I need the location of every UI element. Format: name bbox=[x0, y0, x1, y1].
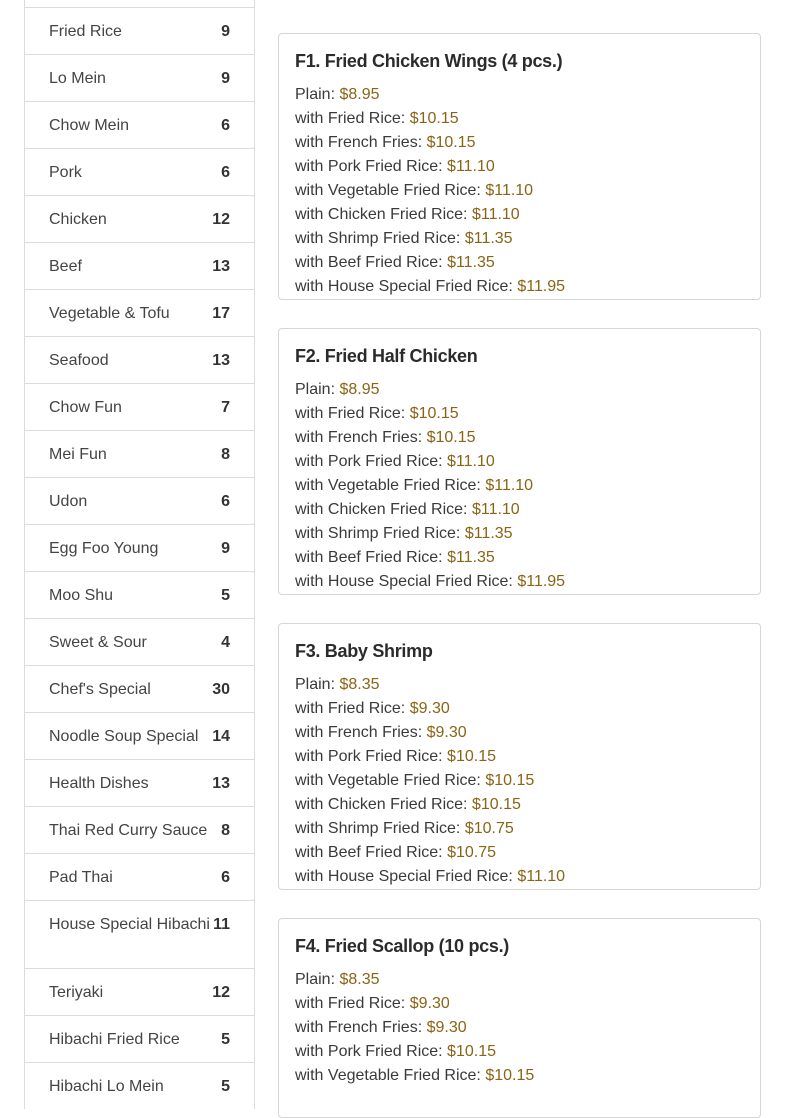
price-option bbox=[295, 570, 744, 594]
option-price: $10.15 bbox=[485, 772, 535, 789]
option-price: $11.10 bbox=[485, 477, 534, 494]
option-label: Plain: bbox=[295, 86, 336, 103]
option-label: Plain: bbox=[295, 381, 336, 398]
option-label: with Vegetable Fried Rice: bbox=[295, 477, 481, 494]
option-label: with Shrimp Fried Rice: bbox=[295, 525, 461, 542]
price-option bbox=[295, 131, 744, 155]
price-option bbox=[295, 1064, 744, 1088]
option-price: $9.30 bbox=[426, 1019, 467, 1036]
sidebar-item-udon[interactable] bbox=[25, 477, 254, 524]
sidebar-item-label: Moo Shu bbox=[49, 587, 114, 604]
option-price: $11.35 bbox=[447, 549, 495, 566]
sidebar-item-pork[interactable] bbox=[25, 148, 254, 195]
sidebar-item-sweet-sour[interactable] bbox=[25, 618, 254, 665]
price-option bbox=[295, 450, 744, 474]
price-option bbox=[295, 1040, 744, 1064]
sidebar-item-label: Chef's Special bbox=[49, 681, 151, 698]
menu-item-card[interactable] bbox=[278, 328, 761, 595]
option-label: with Shrimp Fried Rice: bbox=[295, 230, 461, 247]
price-option bbox=[295, 474, 744, 498]
sidebar-item-count: 17 bbox=[212, 305, 230, 322]
option-price: $9.30 bbox=[409, 995, 450, 1012]
option-label: with Shrimp Fried Rice: bbox=[295, 820, 461, 837]
sidebar-item-count: 11 bbox=[213, 916, 230, 933]
option-label: with Pork Fried Rice: bbox=[295, 158, 443, 175]
option-price: $11.10 bbox=[471, 501, 520, 518]
sidebar-item-count: 4 bbox=[221, 634, 230, 651]
option-price: $11.10 bbox=[471, 206, 520, 223]
sidebar-item-chow-mein[interactable] bbox=[25, 101, 254, 148]
sidebar-item-count: 8 bbox=[221, 446, 230, 463]
sidebar-item-count: 13 bbox=[212, 258, 230, 275]
option-price: $11.95 bbox=[517, 278, 566, 295]
option-label: with House Special Fried Rice: bbox=[295, 868, 513, 885]
option-label: with House Special Fried Rice: bbox=[295, 278, 513, 295]
sidebar-item-count: 9 bbox=[221, 23, 230, 40]
option-price: $8.95 bbox=[339, 86, 380, 103]
option-label: with Chicken Fried Rice: bbox=[295, 206, 468, 223]
sidebar-item-count: 14 bbox=[212, 728, 230, 745]
menu-item-title: F2. Fried Half Chicken bbox=[295, 346, 478, 366]
sidebar-item-count: 9 bbox=[221, 70, 230, 87]
price-option bbox=[295, 673, 744, 697]
option-price: $10.15 bbox=[426, 134, 476, 151]
option-price: $11.35 bbox=[447, 254, 495, 271]
price-option bbox=[295, 546, 744, 570]
sidebar-item-vegetable-tofu[interactable] bbox=[25, 289, 254, 336]
option-label: Plain: bbox=[295, 676, 336, 693]
sidebar-item-fried-special[interactable] bbox=[25, 0, 254, 7]
menu-item-title: F3. Baby Shrimp bbox=[295, 641, 433, 661]
sidebar-item-count: 6 bbox=[221, 164, 230, 181]
option-label: with Chicken Fried Rice: bbox=[295, 501, 468, 518]
option-price: $9.30 bbox=[409, 700, 450, 717]
price-option bbox=[295, 107, 744, 131]
sidebar-item-label: Pork bbox=[49, 164, 82, 181]
option-price: $10.75 bbox=[464, 820, 514, 837]
option-label: with Fried Rice: bbox=[295, 700, 406, 717]
sidebar-item-pad-thai[interactable] bbox=[25, 853, 254, 900]
option-label: with Vegetable Fried Rice: bbox=[295, 1067, 481, 1084]
option-price: $10.15 bbox=[471, 796, 521, 813]
option-price: $10.15 bbox=[409, 110, 459, 127]
option-price: $11.10 bbox=[447, 158, 495, 175]
option-price: $10.15 bbox=[426, 429, 476, 446]
menu-item-title: F1. Fried Chicken Wings (4 pcs.) bbox=[295, 51, 563, 71]
option-price: $11.95 bbox=[517, 573, 566, 590]
sidebar-item-count: 9 bbox=[221, 540, 230, 557]
price-option bbox=[295, 793, 744, 817]
sidebar-item-fried-rice[interactable] bbox=[25, 7, 254, 54]
sidebar-item-count: 5 bbox=[221, 1078, 230, 1095]
option-price: $10.15 bbox=[447, 1043, 496, 1060]
sidebar-item-label: House Special Hibachi bbox=[49, 916, 210, 933]
option-price: $9.30 bbox=[426, 724, 467, 741]
price-option bbox=[295, 179, 744, 203]
option-price: $10.75 bbox=[447, 844, 496, 861]
price-option bbox=[295, 155, 744, 179]
price-option bbox=[295, 378, 744, 402]
option-label: with French Fries: bbox=[295, 1019, 423, 1036]
sidebar-item-label: Egg Foo Young bbox=[49, 540, 159, 557]
sidebar-item-teriyaki[interactable] bbox=[25, 968, 254, 1015]
option-label: with Pork Fried Rice: bbox=[295, 1043, 443, 1060]
option-label: with French Fries: bbox=[295, 429, 423, 446]
option-label: with Vegetable Fried Rice: bbox=[295, 772, 481, 789]
price-option bbox=[295, 203, 744, 227]
category-sidebar bbox=[24, 0, 255, 1109]
option-price: $11.10 bbox=[517, 868, 566, 885]
sidebar-item-label: Sweet & Sour bbox=[49, 634, 147, 651]
option-price: $11.10 bbox=[485, 182, 534, 199]
sidebar-item-moo-shu[interactable] bbox=[25, 571, 254, 618]
sidebar-item-label: Fried Rice bbox=[49, 23, 122, 40]
option-price: $10.15 bbox=[485, 1067, 535, 1084]
sidebar-item-thai-red-curry-sauce[interactable] bbox=[25, 806, 254, 853]
sidebar-item-count: 5 bbox=[221, 1031, 230, 1048]
price-option bbox=[295, 83, 744, 107]
menu-item-card[interactable] bbox=[278, 33, 761, 300]
sidebar-item-label: Udon bbox=[49, 493, 88, 510]
option-label: with Pork Fried Rice: bbox=[295, 748, 443, 765]
menu-item-card[interactable] bbox=[278, 623, 761, 890]
sidebar-item-label: Noodle Soup Special bbox=[49, 728, 199, 745]
option-label: with Vegetable Fried Rice: bbox=[295, 182, 481, 199]
option-label: with French Fries: bbox=[295, 724, 423, 741]
option-label: with Beef Fried Rice: bbox=[295, 844, 443, 861]
price-option bbox=[295, 251, 744, 275]
sidebar-item-label: Chow Mein bbox=[49, 117, 130, 134]
sidebar-item-label: Seafood bbox=[49, 352, 109, 369]
price-option bbox=[295, 498, 744, 522]
sidebar-item-label: Beef bbox=[49, 258, 82, 275]
option-price: $8.95 bbox=[339, 381, 380, 398]
option-price: $10.15 bbox=[409, 405, 459, 422]
price-option bbox=[295, 275, 744, 299]
price-option bbox=[295, 1016, 744, 1040]
price-option bbox=[295, 721, 744, 745]
sidebar-item-chicken[interactable] bbox=[25, 195, 254, 242]
sidebar-item-house-special-hibachi[interactable] bbox=[25, 900, 254, 968]
price-option bbox=[295, 227, 744, 251]
sidebar-item-count: 6 bbox=[221, 117, 230, 134]
option-label: with Fried Rice: bbox=[295, 995, 406, 1012]
sidebar-item-count: 6 bbox=[221, 869, 230, 886]
sidebar-item-egg-foo-young[interactable] bbox=[25, 524, 254, 571]
price-option bbox=[295, 769, 744, 793]
option-price: $11.35 bbox=[464, 230, 513, 247]
price-option bbox=[295, 402, 744, 426]
sidebar-item-hibachi-lo-mein[interactable] bbox=[25, 1062, 254, 1109]
option-label: with Beef Fried Rice: bbox=[295, 254, 443, 271]
sidebar-item-label: Vegetable & Tofu bbox=[49, 305, 170, 322]
sidebar-item-beef[interactable] bbox=[25, 242, 254, 289]
sidebar-item-noodle-soup-special[interactable] bbox=[25, 712, 254, 759]
price-option bbox=[295, 697, 744, 721]
sidebar-item-count: 12 bbox=[212, 984, 230, 1001]
sidebar-item-health-dishes[interactable] bbox=[25, 759, 254, 806]
sidebar-item-count: 7 bbox=[221, 399, 230, 416]
sidebar-item-seafood[interactable] bbox=[25, 336, 254, 383]
price-option bbox=[295, 426, 744, 450]
menu-item-title: F4. Fried Scallop (10 pcs.) bbox=[295, 936, 509, 956]
price-option bbox=[295, 968, 744, 992]
sidebar-item-label: Teriyaki bbox=[49, 984, 104, 1001]
sidebar-item-count: 13 bbox=[212, 775, 230, 792]
sidebar-item-label: Chow Fun bbox=[49, 399, 122, 416]
option-label: with Fried Rice: bbox=[295, 405, 406, 422]
option-label: with Pork Fried Rice: bbox=[295, 453, 443, 470]
option-price: $10.15 bbox=[447, 748, 496, 765]
sidebar-item-count: 8 bbox=[221, 822, 230, 839]
price-option bbox=[295, 865, 744, 889]
sidebar-item-count: 5 bbox=[221, 587, 230, 604]
sidebar-item-count: 6 bbox=[221, 493, 230, 510]
sidebar-item-label: Thai Red Curry Sauce bbox=[49, 822, 208, 839]
sidebar-item-count: 12 bbox=[212, 211, 230, 228]
option-label: with Fried Rice: bbox=[295, 110, 406, 127]
price-option bbox=[295, 841, 744, 865]
sidebar-item-chow-fun[interactable] bbox=[25, 383, 254, 430]
sidebar-item-hibachi-fried-rice[interactable] bbox=[25, 1015, 254, 1062]
option-price: $8.35 bbox=[339, 971, 380, 988]
sidebar-item-chefs-special[interactable] bbox=[25, 665, 254, 712]
sidebar-item-label: Hibachi Lo Mein bbox=[49, 1078, 164, 1095]
price-option bbox=[295, 817, 744, 841]
option-label: Plain: bbox=[295, 971, 336, 988]
sidebar-item-label: Chicken bbox=[49, 211, 107, 228]
sidebar-item-count: 30 bbox=[212, 681, 230, 698]
menu-item-card[interactable] bbox=[278, 918, 761, 1118]
sidebar-item-label: Hibachi Fried Rice bbox=[49, 1031, 180, 1048]
sidebar-item-label: Pad Thai bbox=[49, 869, 113, 886]
option-price: $8.35 bbox=[339, 676, 380, 693]
section-title bbox=[278, 0, 427, 2]
price-option bbox=[295, 745, 744, 769]
option-price: $11.10 bbox=[447, 453, 495, 470]
option-label: with French Fries: bbox=[295, 134, 423, 151]
sidebar-item-lo-mein[interactable] bbox=[25, 54, 254, 101]
option-label: with House Special Fried Rice: bbox=[295, 573, 513, 590]
option-price: $11.35 bbox=[464, 525, 513, 542]
sidebar-item-label: Mei Fun bbox=[49, 446, 107, 463]
sidebar-item-label: Health Dishes bbox=[49, 775, 149, 792]
option-label: with Beef Fried Rice: bbox=[295, 549, 443, 566]
sidebar-item-mei-fun[interactable] bbox=[25, 430, 254, 477]
option-label: with Chicken Fried Rice: bbox=[295, 796, 468, 813]
price-option bbox=[295, 522, 744, 546]
price-option bbox=[295, 992, 744, 1016]
sidebar-item-label: Lo Mein bbox=[49, 70, 106, 87]
sidebar-item-count: 13 bbox=[212, 352, 230, 369]
